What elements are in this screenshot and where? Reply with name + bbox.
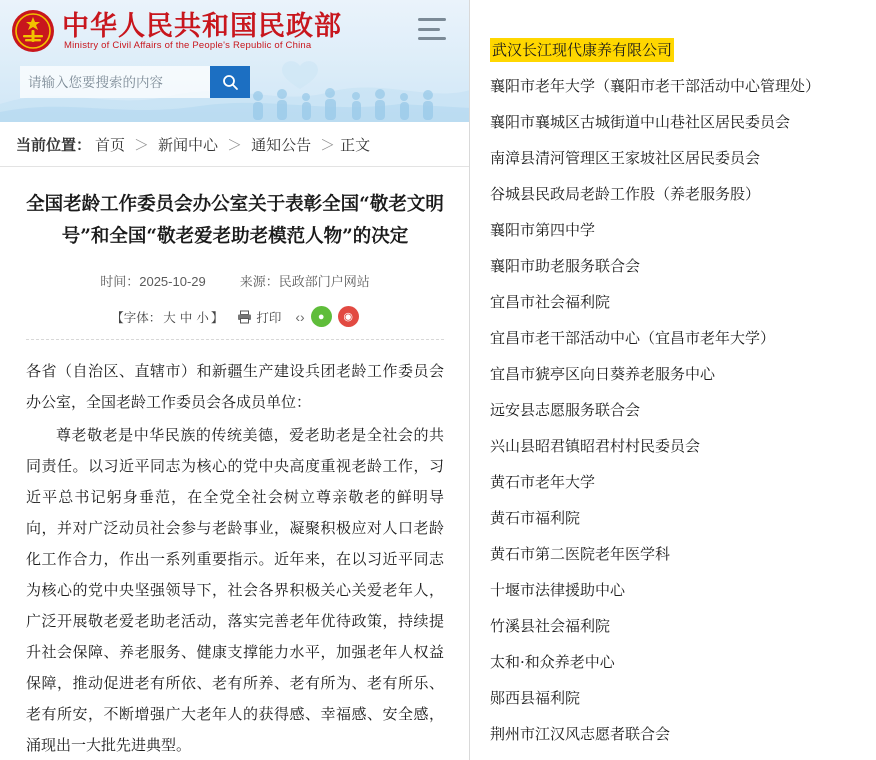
honor-list-panel <box>470 0 876 760</box>
list-item: 兴山县昭君镇昭君村村民委员会 <box>490 437 701 455</box>
wechat-icon[interactable]: ● <box>311 306 332 327</box>
article-source <box>240 271 370 290</box>
font-size-control <box>111 308 223 326</box>
list-item: 荆州市江汉风志愿者联合会 <box>490 725 671 743</box>
article-paragraph: 尊老敬老是中华民族的传统美德，爱老助老是全社会的共同责任。以习近平同志为核心的党中央高度重视老龄工作，习近平总书记躬身垂范，在全党全社会树立尊亲敬老的鲜明导向，并对广泛动员社会参与老龄事业，凝聚积极应对人口老龄化工作合力，作出一系列重要指示。近年来，在以习近平同志为核心的党中央坚强领导下，社会各界积极关心关爱老年人，广泛开展敬老爱老助老活动，落实完善老年优待政策，持续提升社会保障、养老服务、健康支撑能力水平，加强老年人权益保障，推动促进老有所依、老有所养、老有所为、老有所乐、老有所安，不断增强广大老年人的获得感、幸福感、安全感，涌现出一大批先进典型。 <box>26 426 444 754</box>
site-title-en: Ministry of Civil Affairs of the People's Republic of China <box>64 40 312 51</box>
list-item: 郧西县福利院 <box>490 689 581 707</box>
list-item: 黄石市第二医院老年医学科 <box>490 545 671 563</box>
panel-divider <box>469 0 470 760</box>
list-item: 襄阳市助老服务联合会 <box>490 257 641 275</box>
font-size-close: 】 <box>210 310 224 325</box>
share-icons <box>295 306 358 327</box>
article-source-value: 民政部门户网站 <box>278 274 370 289</box>
search-icon <box>222 74 239 91</box>
article-source-label: 来源： <box>239 274 279 289</box>
font-size-large[interactable]: 大 <box>163 310 176 325</box>
article-toolbar <box>26 302 444 340</box>
list-item: 十堰市法律援助中心 <box>490 581 626 599</box>
breadcrumb-item-home[interactable]: 首页 <box>95 136 126 154</box>
font-size-medium[interactable]: 中 <box>179 310 193 325</box>
print-button[interactable] <box>237 308 281 326</box>
list-item: 谷城县民政局老龄工作股（养老服务股） <box>490 185 761 203</box>
article-time-label: 时间： <box>100 274 140 289</box>
hamburger-menu-icon[interactable] <box>418 18 446 40</box>
national-emblem-icon <box>10 8 56 54</box>
honor-list <box>490 38 862 752</box>
list-item: 南漳县清河管理区王家坡社区居民委员会 <box>490 149 761 167</box>
font-size-small[interactable]: 小 <box>196 310 209 325</box>
search-bar <box>20 66 250 98</box>
list-item: 竹溪县社会福利院 <box>490 617 611 635</box>
article-container <box>0 167 470 760</box>
article-meta <box>26 271 444 302</box>
list-item: 襄阳市老年大学（襄阳市老干部活动中心管理处） <box>490 77 821 95</box>
article-title: 全国老龄工作委员会办公室关于表彰全国“敬老文明号”和全国“敬老爱老助老模范人物”的决定 <box>26 194 444 247</box>
list-item: 宜昌市社会福利院 <box>490 293 611 311</box>
search-button[interactable] <box>210 66 250 98</box>
breadcrumb-label: 当前位置： <box>16 136 92 154</box>
list-item: 太和·和众养老中心 <box>490 653 615 671</box>
breadcrumb <box>0 122 470 167</box>
breadcrumb-item-notice[interactable]: 通知公告 <box>251 136 312 154</box>
breadcrumb-item-news[interactable]: 新闻中心 <box>158 136 219 154</box>
list-item: 黄石市老年大学 <box>490 473 596 491</box>
breadcrumb-separator: ＞ <box>320 136 336 154</box>
breadcrumb-item-current: 正文 <box>340 136 371 154</box>
breadcrumb-separator: ＞ <box>134 136 150 154</box>
list-item: 襄阳市襄城区古城街道中山巷社区居民委员会 <box>490 113 791 131</box>
printer-icon <box>237 310 252 324</box>
list-item: 远安县志愿服务联合会 <box>490 401 641 419</box>
search-input[interactable] <box>20 66 210 98</box>
list-item: 黄石市福利院 <box>490 509 581 527</box>
share-icon[interactable]: ‹› <box>295 308 305 325</box>
list-item: 武汉长江现代康养有限公司 <box>490 38 674 62</box>
site-header <box>0 0 470 122</box>
breadcrumb-separator: ＞ <box>227 136 243 154</box>
print-label: 打印 <box>256 310 282 325</box>
article-time <box>100 271 206 290</box>
article-paragraph: 各省（自治区、直辖市）和新疆生产建设兵团老龄工作委员会办公室，全国老龄工作委员会各成员单位： <box>26 362 444 411</box>
site-title-cn: 中华人民共和国民政部 <box>62 11 342 42</box>
list-item: 宜昌市猇亭区向日葵养老服务中心 <box>490 365 716 383</box>
list-item: 襄阳市第四中学 <box>490 221 596 239</box>
list-item: 宜昌市老干部活动中心（宜昌市老年大学） <box>490 329 776 347</box>
weibo-icon[interactable]: ◉ <box>338 306 359 327</box>
font-size-label: 【字体： <box>111 310 162 325</box>
article-body <box>26 340 444 760</box>
article-time-value: 2025-10-29 <box>139 274 206 289</box>
